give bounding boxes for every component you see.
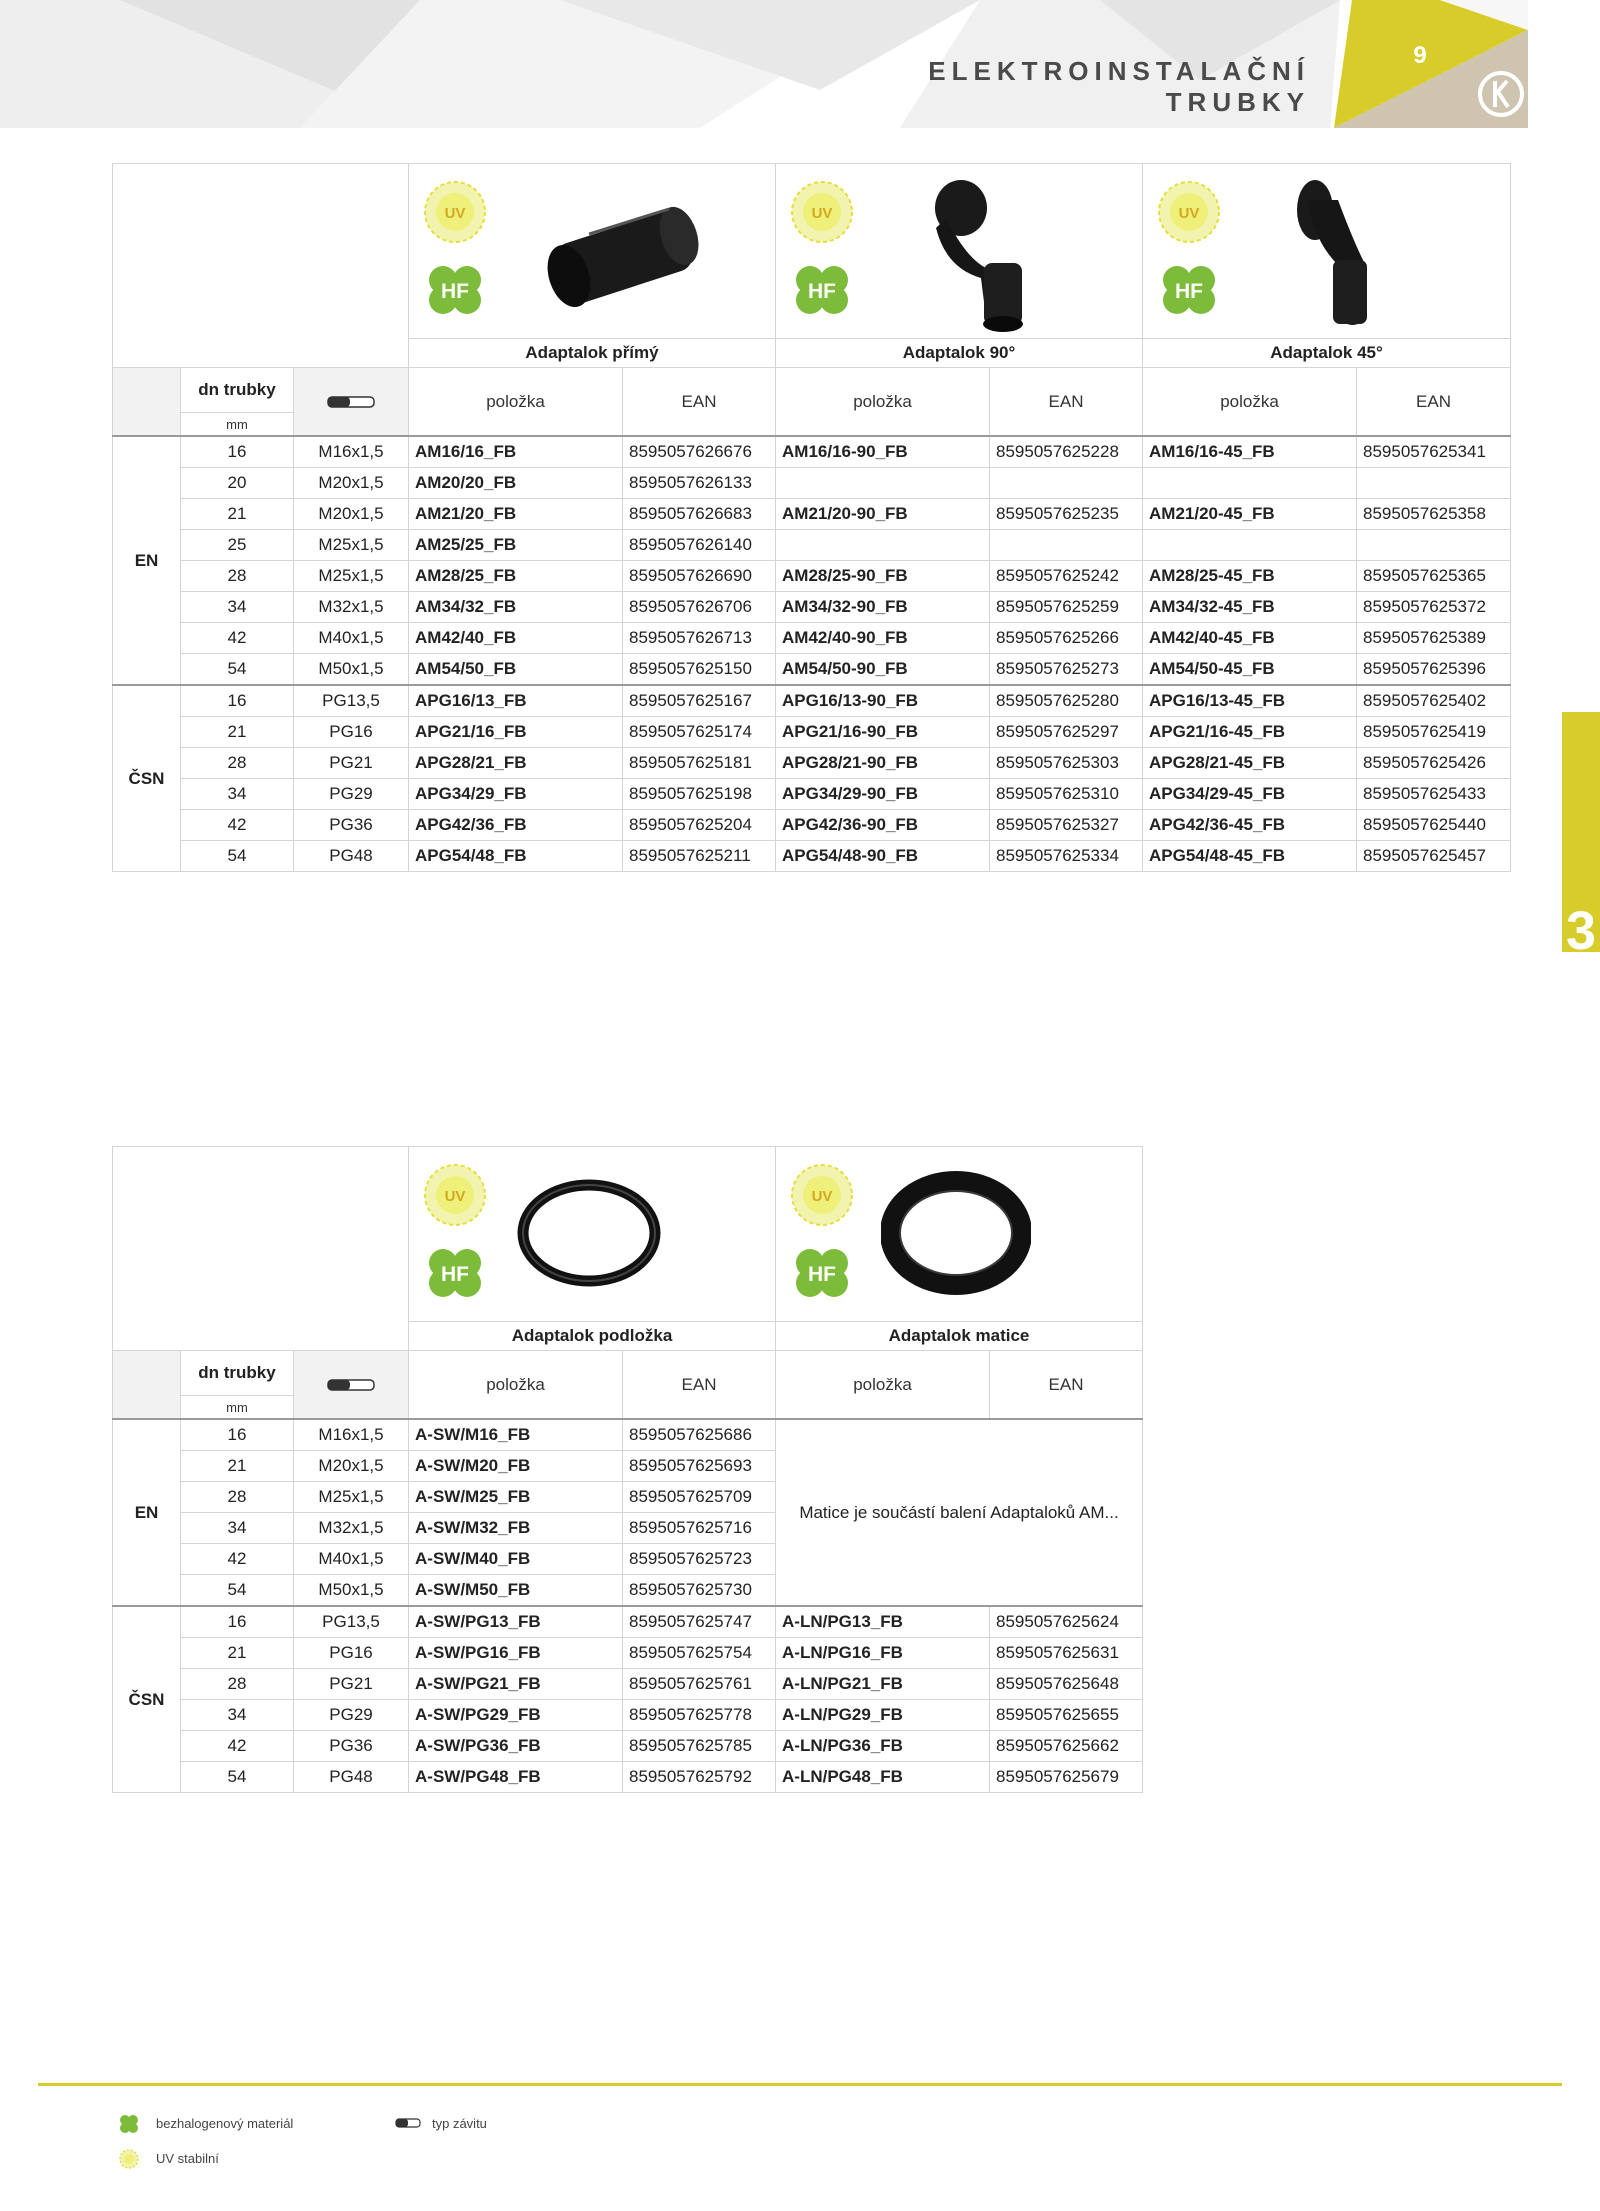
dn-value: 42 [181,1731,294,1762]
dn-value: 54 [181,1575,294,1607]
thread-value: PG29 [294,1700,409,1731]
ean-code: 8595057625679 [990,1762,1143,1793]
product-image-nut [776,1147,1143,1322]
ean-code: 8595057625716 [623,1513,776,1544]
dn-value: 54 [181,654,294,686]
item-code: APG42/36-90_FB [776,810,990,841]
item-code: APG34/29_FB [409,779,623,810]
table-row [113,499,1511,530]
item-code: A-SW/PG36_FB [409,1731,623,1762]
item-code: A-SW/PG13_FB [409,1606,623,1638]
dn-value: 42 [181,623,294,654]
column-item-header: položka [1143,368,1357,437]
item-code: AM34/32-90_FB [776,592,990,623]
group-label: ČSN [113,1606,181,1793]
thread-value: M16x1,5 [294,436,409,468]
item-code: AM54/50_FB [409,654,623,686]
ean-code: 8595057626713 [623,623,776,654]
item-code: APG21/16-45_FB [1143,717,1357,748]
item-code: AM20/20_FB [409,468,623,499]
ean-code: 8595057626133 [623,468,776,499]
ean-code: 8595057625686 [623,1419,776,1451]
item-code: APG42/36-45_FB [1143,810,1357,841]
uv-icon [792,182,852,242]
elbow-90-adapter-photo [906,168,1056,338]
ean-code: 8595057625167 [623,685,776,717]
product-title-straight: Adaptalok přímý [409,339,776,368]
column-item-header: položka [409,368,623,437]
item-code: AM16/16_FB [409,436,623,468]
thread-value: M20x1,5 [294,499,409,530]
thread-value: PG36 [294,810,409,841]
item-code: AM28/25-90_FB [776,561,990,592]
corner-blank [113,164,409,368]
thread-value: M20x1,5 [294,1451,409,1482]
dn-value: 28 [181,748,294,779]
thread-type-header [294,368,409,437]
hf-icon [118,2113,140,2135]
table-row [113,436,1511,468]
ean-code: 8595057625433 [1357,779,1511,810]
legend-thread-label: typ závitu [432,2116,487,2131]
group-label: ČSN [113,685,181,872]
item-code: A-SW/M32_FB [409,1513,623,1544]
item-code: A-LN/PG29_FB [776,1700,990,1731]
item-code: AM16/16-90_FB [776,436,990,468]
ean-code: 8595057625228 [990,436,1143,468]
ean-code: 8595057625273 [990,654,1143,686]
ean-code: 8595057625754 [623,1638,776,1669]
hf-icon [429,1249,481,1297]
ean-code: 8595057625655 [990,1700,1143,1731]
straight-adapter-photo [529,184,729,324]
ean-code: 8595057625785 [623,1731,776,1762]
dn-value: 21 [181,1638,294,1669]
uv-hf-badges [784,172,864,322]
dn-value: 21 [181,717,294,748]
table-row [113,1638,1143,1669]
item-code: APG21/16-90_FB [776,717,990,748]
item-code: A-SW/M50_FB [409,1575,623,1607]
ean-code: 8595057625419 [1357,717,1511,748]
ean-code: 8595057625693 [623,1451,776,1482]
ean-code: 8595057626690 [623,561,776,592]
table-row [113,1700,1143,1731]
adaptalok-washer-nut-table [112,1146,1143,1793]
uv-icon [792,1165,852,1225]
item-code: A-SW/M20_FB [409,1451,623,1482]
item-code: AM42/40-90_FB [776,623,990,654]
uv-hf-badges [1151,172,1231,322]
thread-value: PG16 [294,717,409,748]
table-row [113,561,1511,592]
column-ean-header: EAN [1357,368,1511,437]
hf-icon [1163,266,1215,314]
item-code: APG16/13-45_FB [1143,685,1357,717]
ean-code: 8595057625310 [990,779,1143,810]
item-code: A-SW/PG21_FB [409,1669,623,1700]
ean-code: 8595057625235 [990,499,1143,530]
svg-text:HF: HF [441,280,470,303]
column-ean-header: EAN [623,1351,776,1420]
ean-code: 8595057625198 [623,779,776,810]
svg-text:HF: HF [1175,280,1204,303]
legend-hf-label: bezhalogenový materiál [156,2116,294,2131]
item-code: A-SW/M40_FB [409,1544,623,1575]
ean-code: 8595057625204 [623,810,776,841]
svg-text:HF: HF [808,280,837,303]
dn-header: dn trubky [181,1351,294,1396]
uv-icon [118,2148,140,2170]
ean-code: 8595057625402 [1357,685,1511,717]
item-code: APG34/29-45_FB [1143,779,1357,810]
ean-code [1357,530,1511,561]
uv-hf-badges [417,172,497,322]
dn-value: 16 [181,1606,294,1638]
product-title-washer: Adaptalok podložka [409,1322,776,1351]
page-header [0,0,1600,128]
ean-code: 8595057625297 [990,717,1143,748]
product-title-nut: Adaptalok matice [776,1322,1143,1351]
ean-code: 8595057625624 [990,1606,1143,1638]
table-row [113,810,1511,841]
dn-value: 28 [181,1669,294,1700]
svg-text:UV: UV [444,1188,466,1205]
thread-value: M16x1,5 [294,1419,409,1451]
item-code: APG54/48_FB [409,841,623,872]
ean-code: 8595057625334 [990,841,1143,872]
uv-hf-badges [784,1155,864,1305]
legend-uv-label: UV stabilní [156,2151,219,2166]
ean-code: 8595057625662 [990,1731,1143,1762]
item-code: A-LN/PG48_FB [776,1762,990,1793]
dn-value: 28 [181,1482,294,1513]
product-image-straight [409,164,776,339]
table-row [113,1606,1143,1638]
dn-value: 54 [181,841,294,872]
item-code: AM42/40-45_FB [1143,623,1357,654]
item-code: A-LN/PG16_FB [776,1638,990,1669]
item-code [1143,468,1357,499]
ean-code: 8595057626706 [623,592,776,623]
group-label: EN [113,436,181,685]
thread-value: M32x1,5 [294,592,409,623]
ean-code: 8595057625280 [990,685,1143,717]
dn-value: 28 [181,561,294,592]
product-image-90 [776,164,1143,339]
column-item-header: položka [776,368,990,437]
table-row [113,530,1511,561]
ean-code: 8595057625327 [990,810,1143,841]
thread-type-header [294,1351,409,1420]
adaptalok-fittings-table [112,163,1511,872]
ean-code: 8595057625365 [1357,561,1511,592]
svg-text:UV: UV [444,205,466,222]
ean-code: 8595057625457 [1357,841,1511,872]
item-code [776,468,990,499]
item-code: AM25/25_FB [409,530,623,561]
item-code: AM21/20-45_FB [1143,499,1357,530]
table-row [113,685,1511,717]
table-row [113,1669,1143,1700]
product-image-washer [409,1147,776,1322]
ean-code: 8595057625389 [1357,623,1511,654]
dn-value: 34 [181,779,294,810]
ean-code: 8595057625723 [623,1544,776,1575]
dn-value: 21 [181,1451,294,1482]
product-image-45 [1143,164,1511,339]
item-code: A-SW/PG48_FB [409,1762,623,1793]
product-title-90: Adaptalok 90° [776,339,1143,368]
group-header-blank [113,368,181,437]
item-code: APG28/21-45_FB [1143,748,1357,779]
thread-icon [395,2117,421,2129]
unit-mm-label: mm [181,413,294,437]
table-row [113,1762,1143,1793]
item-code: APG54/48-45_FB [1143,841,1357,872]
item-code: AM54/50-90_FB [776,654,990,686]
ean-code: 8595057625631 [990,1638,1143,1669]
ean-code: 8595057625303 [990,748,1143,779]
dn-value: 42 [181,1544,294,1575]
ean-code: 8595057625426 [1357,748,1511,779]
item-code: A-SW/PG29_FB [409,1700,623,1731]
ean-code: 8595057626683 [623,499,776,530]
table-row [113,1419,1143,1451]
corner-blank [113,1147,409,1351]
item-code: A-SW/M16_FB [409,1419,623,1451]
uv-hf-badges [417,1155,497,1305]
thread-value: PG21 [294,748,409,779]
ean-code: 8595057625792 [623,1762,776,1793]
item-code: AM54/50-45_FB [1143,654,1357,686]
dn-value: 34 [181,1513,294,1544]
item-code: A-LN/PG13_FB [776,1606,990,1638]
item-code: APG16/13-90_FB [776,685,990,717]
unit-mm-label: mm [181,1396,294,1420]
column-item-header: položka [776,1351,990,1420]
nut-photo [881,1169,1031,1299]
item-code: APG21/16_FB [409,717,623,748]
item-code: APG42/36_FB [409,810,623,841]
ean-code: 8595057625709 [623,1482,776,1513]
dn-value: 34 [181,592,294,623]
dn-value: 20 [181,468,294,499]
uv-icon [425,1165,485,1225]
hf-icon [796,266,848,314]
svg-text:UV: UV [811,205,833,222]
ean-code: 8595057625211 [623,841,776,872]
footer-divider [38,2083,1562,2086]
thread-value: PG13,5 [294,685,409,717]
item-code: APG28/21-90_FB [776,748,990,779]
washer-photo [514,1173,664,1293]
item-code: APG16/13_FB [409,685,623,717]
svg-text:UV: UV [811,1188,833,1205]
thread-value: PG21 [294,1669,409,1700]
item-code: A-LN/PG36_FB [776,1731,990,1762]
ean-code: 8595057625266 [990,623,1143,654]
hf-icon [429,266,481,314]
thread-value: PG48 [294,841,409,872]
item-code [776,530,990,561]
thread-value: M25x1,5 [294,561,409,592]
product-title-45: Adaptalok 45° [1143,339,1511,368]
item-code: AM16/16-45_FB [1143,436,1357,468]
thread-value: PG36 [294,1731,409,1762]
ean-code [990,468,1143,499]
dn-value: 54 [181,1762,294,1793]
section-title: ELEKTROINSTALAČNÍ TRUBKY [928,56,1310,117]
column-ean-header: EAN [990,368,1143,437]
ean-code: 8595057625730 [623,1575,776,1607]
svg-text:HF: HF [441,1263,470,1286]
thread-value: M50x1,5 [294,654,409,686]
table-row [113,468,1511,499]
dn-value: 42 [181,810,294,841]
dn-value: 16 [181,436,294,468]
thread-value: M20x1,5 [294,468,409,499]
ean-code: 8595057625341 [1357,436,1511,468]
table-row [113,623,1511,654]
thread-value: PG29 [294,779,409,810]
brand-logo-icon [1475,68,1527,120]
ean-code: 8595057626676 [623,436,776,468]
ean-code: 8595057625358 [1357,499,1511,530]
item-code: A-SW/PG16_FB [409,1638,623,1669]
thread-icon [327,394,375,410]
thread-value: M25x1,5 [294,530,409,561]
svg-text:UV: UV [1178,205,1200,222]
thread-value: M25x1,5 [294,1482,409,1513]
item-code: AM42/40_FB [409,623,623,654]
dn-value: 25 [181,530,294,561]
thread-value: M32x1,5 [294,1513,409,1544]
item-code [1143,530,1357,561]
table-row [113,654,1511,686]
ean-code [1357,468,1511,499]
thread-value: M40x1,5 [294,1544,409,1575]
thread-value: PG16 [294,1638,409,1669]
uv-icon [1159,182,1219,242]
item-code: A-SW/M25_FB [409,1482,623,1513]
thread-value: M40x1,5 [294,623,409,654]
item-code: AM28/25_FB [409,561,623,592]
uv-icon [425,182,485,242]
hf-icon [796,1249,848,1297]
svg-text:HF: HF [808,1263,837,1286]
item-code: AM34/32_FB [409,592,623,623]
ean-code: 8595057625259 [990,592,1143,623]
ean-code: 8595057625440 [1357,810,1511,841]
ean-code: 8595057625396 [1357,654,1511,686]
ean-code: 8595057625181 [623,748,776,779]
table-row [113,717,1511,748]
elbow-45-adapter-photo [1283,170,1423,336]
ean-code: 8595057625372 [1357,592,1511,623]
column-ean-header: EAN [990,1351,1143,1420]
dn-value: 21 [181,499,294,530]
column-ean-header: EAN [623,368,776,437]
ean-code: 8595057625174 [623,717,776,748]
thread-value: PG48 [294,1762,409,1793]
item-code: AM34/32-45_FB [1143,592,1357,623]
ean-code: 8595057626140 [623,530,776,561]
dn-value: 16 [181,685,294,717]
page-number: 9 [1413,42,1427,69]
nut-included-note: Matice je součástí balení Adaptaloků AM... [776,1419,1143,1606]
item-code: AM21/20-90_FB [776,499,990,530]
section-number: 3 [1566,901,1597,961]
ean-code: 8595057625761 [623,1669,776,1700]
item-code: A-LN/PG21_FB [776,1669,990,1700]
thread-value: M50x1,5 [294,1575,409,1607]
column-item-header: položka [409,1351,623,1420]
table-row [113,841,1511,872]
group-header-blank [113,1351,181,1420]
ean-code: 8595057625150 [623,654,776,686]
dn-value: 34 [181,1700,294,1731]
table-row [113,779,1511,810]
table-row [113,1731,1143,1762]
ean-code: 8595057625648 [990,1669,1143,1700]
item-code: APG34/29-90_FB [776,779,990,810]
item-code: APG28/21_FB [409,748,623,779]
ean-code: 8595057625242 [990,561,1143,592]
thread-icon [327,1377,375,1393]
table-row [113,592,1511,623]
group-label: EN [113,1419,181,1606]
ean-code [990,530,1143,561]
table-row [113,748,1511,779]
ean-code: 8595057625747 [623,1606,776,1638]
item-code: AM21/20_FB [409,499,623,530]
item-code: APG54/48-90_FB [776,841,990,872]
dn-value: 16 [181,1419,294,1451]
dn-header: dn trubky [181,368,294,413]
item-code: AM28/25-45_FB [1143,561,1357,592]
ean-code: 8595057625778 [623,1700,776,1731]
thread-value: PG13,5 [294,1606,409,1638]
